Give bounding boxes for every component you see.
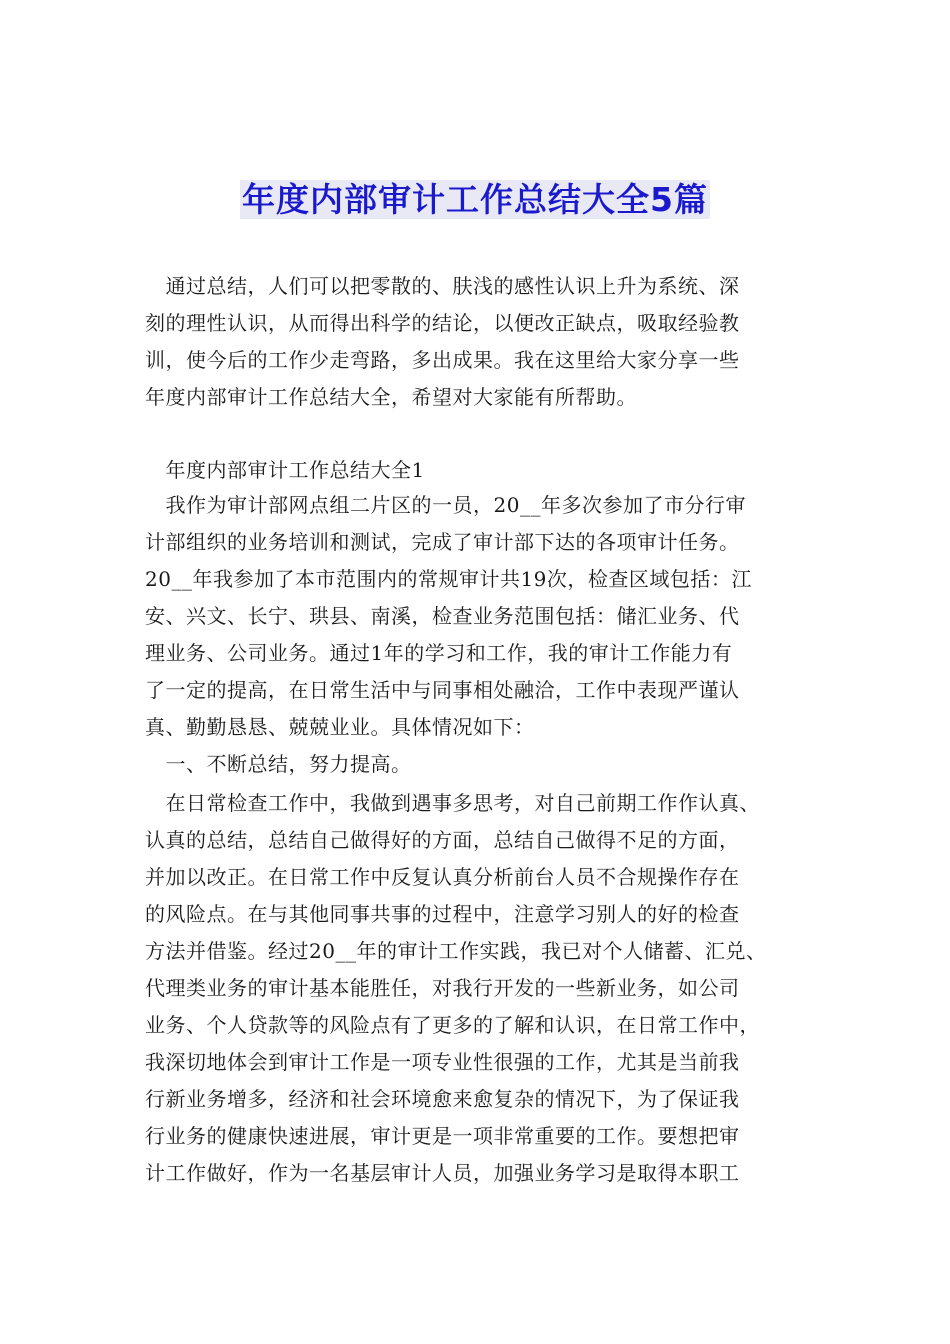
paragraph-line: 行业务的健康快速进展，审计更是一项非常重要的工作。要想把审 xyxy=(145,1124,740,1148)
paragraph-line: 计部组织的业务培训和测试，完成了审计部下达的各项审计任务。 xyxy=(145,530,740,554)
paragraph-line: 安、兴文、长宁、珙县、南溪，检查业务范围包括：储汇业务、代 xyxy=(145,604,740,628)
paragraph-line: 训，使今后的工作少走弯路，多出成果。我在这里给大家分享一些 xyxy=(145,348,740,372)
paragraph-line: 代理类业务的审计基本能胜任，对我行开发的一些新业务，如公司 xyxy=(145,976,740,1000)
paragraph-line: 并加以改正。在日常工作中反复认真分析前台人员不合规操作存在 xyxy=(145,865,740,889)
paragraph-line: 20__年我参加了本市范围内的常规审计共19次，检查区域包括：江 xyxy=(145,567,752,591)
section-heading: 年度内部审计工作总结大全1 xyxy=(145,458,425,482)
paragraph-line: 理业务、公司业务。通过1年的学习和工作，我的审计工作能力有 xyxy=(145,641,733,665)
paragraph-line: 年度内部审计工作总结大全，希望对大家能有所帮助。 xyxy=(145,385,637,409)
paragraph-line: 行新业务增多，经济和社会环境愈来愈复杂的情况下，为了保证我 xyxy=(145,1087,740,1111)
paragraph-line: 我深切地体会到审计工作是一项专业性很强的工作，尤其是当前我 xyxy=(145,1050,740,1074)
paragraph-line: 通过总结，人们可以把零散的、肤浅的感性认识上升为系统、深 xyxy=(145,274,740,298)
paragraph-line: 认真的总结，总结自己做得好的方面，总结自己做得不足的方面， xyxy=(145,828,740,852)
paragraph-line: 计工作做好，作为一名基层审计人员，加强业务学习是取得本职工 xyxy=(145,1161,740,1185)
paragraph-line: 业务、个人贷款等的风险点有了更多的了解和认识，在日常工作中， xyxy=(145,1013,760,1037)
paragraph-line: 在日常检查工作中，我做到遇事多思考，对自己前期工作作认真、 xyxy=(145,791,760,815)
paragraph-line: 方法并借鉴。经过20__年的审计工作实践，我已对个人储蓄、汇兑、 xyxy=(145,939,767,963)
document-title-text: 年度内部审计工作总结大全5篇 xyxy=(242,180,708,219)
paragraph-line: 了一定的提高，在日常生活中与同事相处融洽，工作中表现严谨认 xyxy=(145,678,740,702)
subsection-heading: 一、不断总结，努力提高。 xyxy=(145,752,412,776)
paragraph-line: 刻的理性认识，从而得出科学的结论，以便改正缺点，吸取经验教 xyxy=(145,311,740,335)
paragraph-line: 我作为审计部网点组二片区的一员，20__年多次参加了市分行审 xyxy=(145,493,746,517)
paragraph-line: 的风险点。在与其他同事共事的过程中，注意学习别人的好的检查 xyxy=(145,902,740,926)
document-title xyxy=(0,176,950,224)
paragraph-line: 真、勤勤恳恳、兢兢业业。具体情况如下： xyxy=(145,715,535,739)
